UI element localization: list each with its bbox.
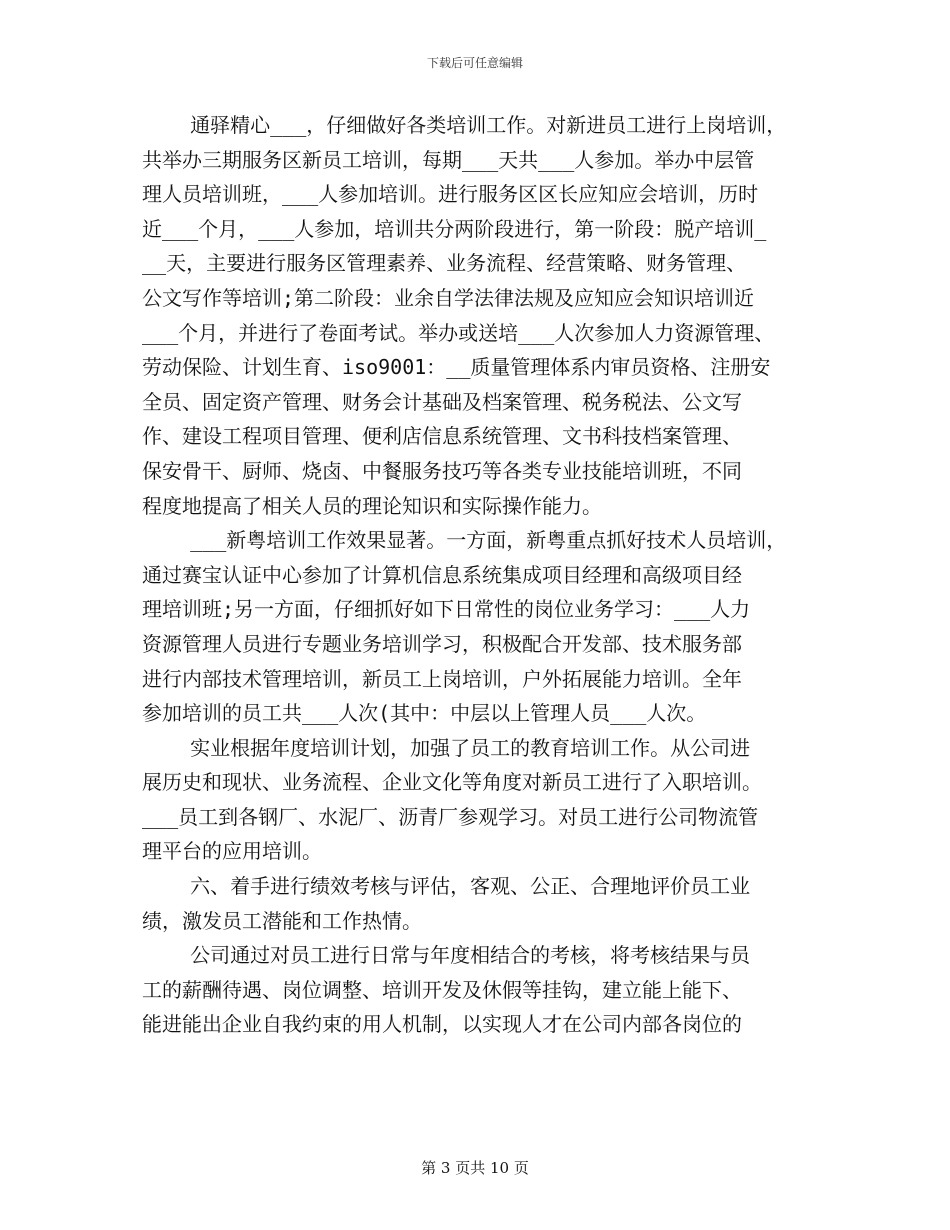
text-line: 全员、固定资产管理、财务会计基础及档案管理、税务税法、公文写	[142, 389, 742, 414]
text-line: 理平台的应用培训。	[142, 839, 322, 864]
text-line: 理培训班;另一方面，仔细抓好如下日常性的岗位业务学习：___人力	[142, 597, 751, 622]
text-line: 理人员培训班，___人参加培训。进行服务区区长应知应会培训，历时	[142, 182, 759, 207]
text-line: 程度地提高了相关人员的理论知识和实际操作能力。	[142, 493, 602, 518]
text-line: ___员工到各钢厂、水泥厂、沥青厂参观学习。对员工进行公司物流管	[142, 804, 759, 829]
text-line: 共举办三期服务区新员工培训，每期___天共___人参加。举办中层管	[142, 147, 755, 172]
text-line: 六、着手进行绩效考核与评估，客观、公正、合理地评价员工业	[142, 874, 751, 899]
text-line: 绩，激发员工潜能和工作热情。	[142, 908, 422, 933]
text-line: 保安骨干、厨师、烧卤、中餐服务技巧等各类专业技能培训班，不同	[142, 458, 742, 483]
text-line: ___个月，并进行了卷面考试。举办或送培___人次参加人力资源管理、	[142, 320, 775, 345]
text-line: 展历史和现状、业务流程、企业文化等角度对新员工进行了入职培训。	[142, 770, 762, 795]
text-line: 公文写作等培训;第二阶段：业余自学法律法规及应知应会知识培训近	[142, 285, 755, 310]
text-line: 作、建设工程项目管理、便利店信息系统管理、文书科技档案管理、	[142, 424, 742, 449]
text-line: ___新粤培训工作效果显著。一方面，新粤重点抓好技术人员培训，	[142, 528, 787, 553]
text-line: 通驿精心___，仔细做好各类培训工作。对新进员工进行上岗培训，	[142, 113, 787, 137]
text-line: 进行内部技术管理培训，新员工上岗培训，户外拓展能力培训。全年	[142, 666, 742, 691]
text-line: 资源管理人员进行专题业务培训学习，积极配合开发部、技术服务部	[142, 631, 742, 656]
text-line: 公司通过对员工进行日常与年度相结合的考核，将考核结果与员	[142, 943, 751, 968]
text-line: 参加培训的员工共___人次(其中：中层以上管理人员___人次。	[142, 701, 707, 726]
text-line: __天，主要进行服务区管理素养、业务流程、经营策略、财务管理、	[142, 251, 747, 276]
text-line: 通过赛宝认证中心参加了计算机信息系统集成项目经理和高级项目经	[142, 562, 742, 587]
text-line: 近___个月，___人参加，培训共分两阶段进行，第一阶段：脱产培训_	[142, 216, 767, 241]
text-line: 劳动保险、计划生育、iso9001：__质量管理体系内审员资格、注册安	[142, 355, 771, 380]
page-header: 下载后可任意编辑	[426, 56, 523, 70]
document-body	[142, 108, 822, 1042]
text-line: 实业根据年度培训计划，加强了员工的教育培训工作。从公司进	[142, 735, 751, 760]
text-line: 工的薪酬待遇、岗位调整、培训开发及休假等挂钩，建立能上能下、	[142, 977, 742, 1002]
text-line: 能进能出企业自我约束的用人机制，以实现人才在公司内部各岗位的	[142, 1012, 742, 1037]
page-footer: 第 3 页共 10 页	[421, 1159, 529, 1177]
